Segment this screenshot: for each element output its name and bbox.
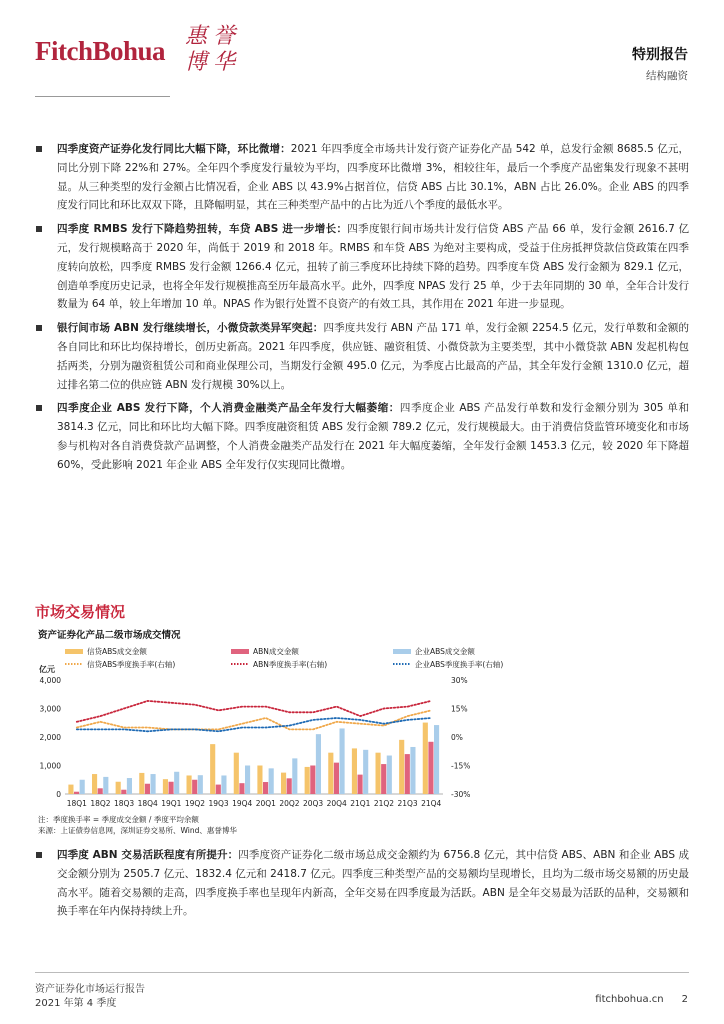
bar-0 — [116, 782, 121, 794]
legend-label: 信贷ABS季度换手率(右轴) — [87, 660, 176, 669]
bar-0 — [163, 779, 168, 794]
bar-1 — [169, 782, 174, 794]
chart-notes — [38, 814, 237, 836]
turnover-chart — [35, 642, 504, 814]
page-number: 2 — [681, 994, 688, 1005]
bar-2 — [151, 774, 156, 794]
bullet-text: 四季度企业 ABS 产品发行单数和发行金额分别为 305 单和 3814.3 亿元，同比和环比均大幅下降。四季度融资租赁 ABS 发行金额 789.2 亿元，发行规模最大。由于消费信贷监管环境变化和市场参与机构对各自消费贷款产品调整，个人消费金融类产品发行在 2021 年大幅度萎缩，全年发行金额 1453.3 亿元，较 2020 年下降超 60%，受此影响 2021 年企业 ABS 全年发行仅实现同比微增。 — [57, 402, 689, 471]
bar-2 — [387, 756, 392, 794]
bullet-title: 四季度企业 ABS 发行下降，个人消费金融类产品全年发行大幅萎缩： — [57, 402, 400, 415]
bullet-list-bottom — [35, 846, 689, 926]
bar-2 — [80, 780, 85, 794]
bar-2 — [363, 750, 368, 794]
bullet-list — [35, 140, 689, 480]
bar-1 — [239, 783, 244, 794]
logo-char: 博 — [184, 50, 207, 75]
bar-2 — [174, 772, 179, 794]
bullet-item — [35, 140, 689, 215]
bar-2 — [410, 747, 415, 794]
x-tick-label: 20Q3 — [302, 799, 324, 808]
x-tick-label: 18Q3 — [113, 799, 135, 808]
bar-2 — [127, 778, 132, 794]
bar-0 — [92, 774, 97, 794]
bar-0 — [328, 753, 333, 794]
legend-label: ABN成交金额 — [253, 647, 299, 656]
y-tick-label: 2,000 — [39, 733, 61, 742]
section-title: 市场交易情况 — [35, 603, 126, 621]
bar-2 — [221, 775, 226, 794]
bar-2 — [316, 734, 321, 794]
bullet-item — [35, 319, 689, 394]
bullet-text: 四季度共发行 ABN 产品 171 单，发行金额 2254.5 亿元，发行单数和金额的各自同比和环比均保持增长，创历史新高。2021 年四季度，供应链、融资租赁、小微贷款为主要类型，其中小微贷款 ABN 发起机构包括两类，分别为融资租赁公司和商业保理公司，当期发行金额 495.0 亿元，为季度占比最高的产品，其全年发行金额 1310.0 亿元，超过排名第二位的供应链 ABN 发行规模 30%以上。 — [57, 322, 689, 391]
y2-tick-label: 30% — [451, 676, 468, 685]
logo-wordmark: FitchBohua — [35, 36, 166, 66]
chart-bars — [68, 723, 439, 794]
bar-1 — [358, 775, 363, 794]
bar-2 — [340, 728, 345, 794]
x-tick-label: 20Q2 — [279, 799, 300, 808]
bar-2 — [269, 768, 274, 794]
report-subtype: 结构融资 — [646, 70, 688, 82]
bar-0 — [187, 775, 192, 794]
series-line-0 — [77, 710, 431, 729]
bullet-item — [35, 399, 689, 474]
x-tick-label: 20Q1 — [255, 799, 276, 808]
bullet-title: 银行间市场 ABN 发行继续增长，小微贷款类异军突起： — [57, 322, 324, 335]
bullet-title: 四季度 ABN 交易活跃程度有所提升： — [57, 849, 239, 861]
bar-2 — [198, 775, 203, 794]
bullet-item — [35, 220, 689, 314]
x-tick-label: 20Q4 — [326, 799, 347, 808]
header-divider — [35, 96, 170, 97]
bar-1 — [192, 780, 197, 794]
footer-links — [577, 994, 688, 1005]
bar-1 — [74, 792, 79, 794]
bullet-text: 四季度资产证券化二级市场总成交金额约为 6756.8 亿元，其中信贷 ABS、ABN 和企业 ABS 成交金额分别为 2505.7 亿元、1832.4 亿元和 2418.7 亿元。四季度三种类型产品的交易额均呈现增长，且均为二级市场交易额的历史最高水平。随着交易额的走高，四季度换手率也呈现年内新高，全年交易在四季度最为活跃。ABN 是全年交易最为活跃的品种，交易额和换手率在年内保持持续上升。 — [57, 849, 689, 918]
logo-chinese-mark — [182, 24, 244, 80]
y-tick-label: 3,000 — [39, 704, 61, 714]
legend-label: 企业ABS季度换手率(右轴) — [415, 660, 504, 669]
bar-1 — [381, 764, 386, 794]
x-tick-label: 21Q1 — [350, 799, 371, 808]
bullet-title: 四季度 RMBS 发行下降趋势扭转，车贷 ABS 进一步增长： — [57, 223, 348, 236]
y-tick-label: 4,000 — [39, 676, 61, 685]
y2-tick-label: -15% — [451, 761, 471, 771]
bar-1 — [121, 790, 126, 794]
x-tick-label: 18Q1 — [66, 799, 87, 808]
bar-1 — [145, 784, 150, 794]
x-tick-label: 21Q2 — [373, 799, 395, 808]
bar-0 — [281, 773, 286, 794]
bar-1 — [287, 778, 292, 794]
bar-1 — [263, 782, 268, 794]
bar-2 — [434, 725, 439, 794]
legend-label: 信贷ABS成交金额 — [87, 647, 147, 656]
footer-report-info — [35, 983, 145, 1011]
x-tick-label: 19Q4 — [232, 799, 253, 808]
chart-note: 注：季度换手率 = 季度成交金额 / 季度平均余额 — [38, 815, 199, 824]
y2-tick-label: -30% — [451, 790, 471, 799]
bar-0 — [257, 766, 262, 795]
bar-1 — [334, 763, 339, 794]
chart-legend — [65, 646, 503, 669]
bar-0 — [352, 748, 357, 794]
x-tick-label: 19Q2 — [184, 799, 206, 808]
series-line-1 — [77, 701, 431, 722]
legend-swatch — [65, 649, 83, 654]
bar-0 — [399, 740, 404, 794]
footer-period: 2021 年第 4 季度 — [35, 998, 117, 1009]
bullet-item — [35, 846, 689, 921]
bar-1 — [428, 742, 433, 794]
x-tick-label: 18Q4 — [137, 799, 158, 808]
x-tick-label: 21Q3 — [397, 799, 418, 808]
logo-char: 惠 — [184, 24, 207, 49]
y2-tick-label: 15% — [451, 704, 468, 714]
chart-source: 来源：上证债券信息网，深圳证券交易所、Wind、惠誉博华 — [38, 826, 237, 835]
legend-label: ABN季度换手率(右轴) — [253, 660, 328, 669]
bar-1 — [98, 788, 103, 794]
bar-0 — [139, 773, 144, 794]
bullet-text: 2021 年四季度全市场共计发行资产证券化产品 542 单，总发行金额 8685.5 亿元，同比分别下降 22%和 27%。全年四个季度发行量较为平均，四季度环比微增 3%，相较往年，最后一个季度产品密集发行现象不甚明显。从三种类型的发行金额占比情况看，企业 ABS 以 43.9%占据首位，信贷 ABS 占比 30.1%，ABN 占比 26.0%。企业 ABS 的四季度发行同比和环比双双下降，且降幅明显，其在三种类型产品中的占比为近八个季度的最低水平。 — [57, 143, 689, 212]
bar-2 — [292, 758, 297, 794]
chart-title: 资产证券化产品二级市场成交情况 — [38, 630, 181, 641]
bar-1 — [216, 785, 221, 794]
bar-0 — [210, 744, 215, 794]
x-tick-label: 18Q2 — [90, 799, 111, 808]
x-tick-label: 21Q4 — [421, 799, 442, 808]
footer-divider — [35, 972, 689, 973]
y2-tick-label: 0% — [451, 733, 463, 742]
logo-char: 华 — [212, 50, 235, 75]
x-tick-label: 19Q3 — [208, 799, 229, 808]
bar-0 — [376, 753, 381, 794]
bar-0 — [305, 767, 310, 794]
legend-swatch — [231, 649, 249, 654]
footer-title: 资产证券化市场运行报告 — [35, 984, 145, 995]
y-axis-label: 亿元 — [39, 665, 55, 674]
bar-1 — [405, 754, 410, 794]
logo-char: 誉 — [212, 24, 235, 49]
footer-website[interactable]: fitchbohua.cn — [595, 994, 664, 1005]
bar-2 — [245, 766, 250, 795]
bullet-title: 四季度资产证券化发行同比大幅下降，环比微增： — [57, 143, 291, 155]
bullet-text: 四季度银行间市场共计发行信贷 ABS 产品 66 单，发行金额 2616.7 亿元，发行规模略高于 2020 年，尚低于 2019 和 2018 年。RMBS 和车贷 ABS 为绝对主要构成，受益于住房抵押贷款信贷政策在四季度转向放松，四季度 RMBS 发行金额 1266.4 亿元，扭转了前三季度环比持续下降的趋势。四季度车贷 ABS 发行金额为 829.1 亿元，创造单季度历史记录，也将全年发行规模推高至历年最高水平。此外，四季度 NPAS 发行 25 单，少于去年同期的 30 单，全年合计发行数量为 64 单，较上年增加 10 单。NPAS 作为银行处置不良资产的有效工具，其作用在 2021 年进一步显现。 — [57, 223, 689, 311]
bar-0 — [234, 753, 239, 794]
bar-1 — [310, 766, 315, 795]
bar-0 — [423, 723, 428, 794]
chart-lines — [77, 701, 431, 731]
report-type: 特别报告 — [632, 47, 688, 63]
legend-swatch — [393, 649, 411, 654]
y-tick-label: 1,000 — [39, 761, 61, 771]
bar-0 — [68, 785, 73, 794]
report-label — [632, 44, 688, 83]
y-tick-label: 0 — [56, 790, 61, 799]
x-tick-label: 19Q1 — [161, 799, 182, 808]
legend-label: 企业ABS成交金额 — [415, 647, 475, 656]
bar-2 — [103, 777, 108, 794]
